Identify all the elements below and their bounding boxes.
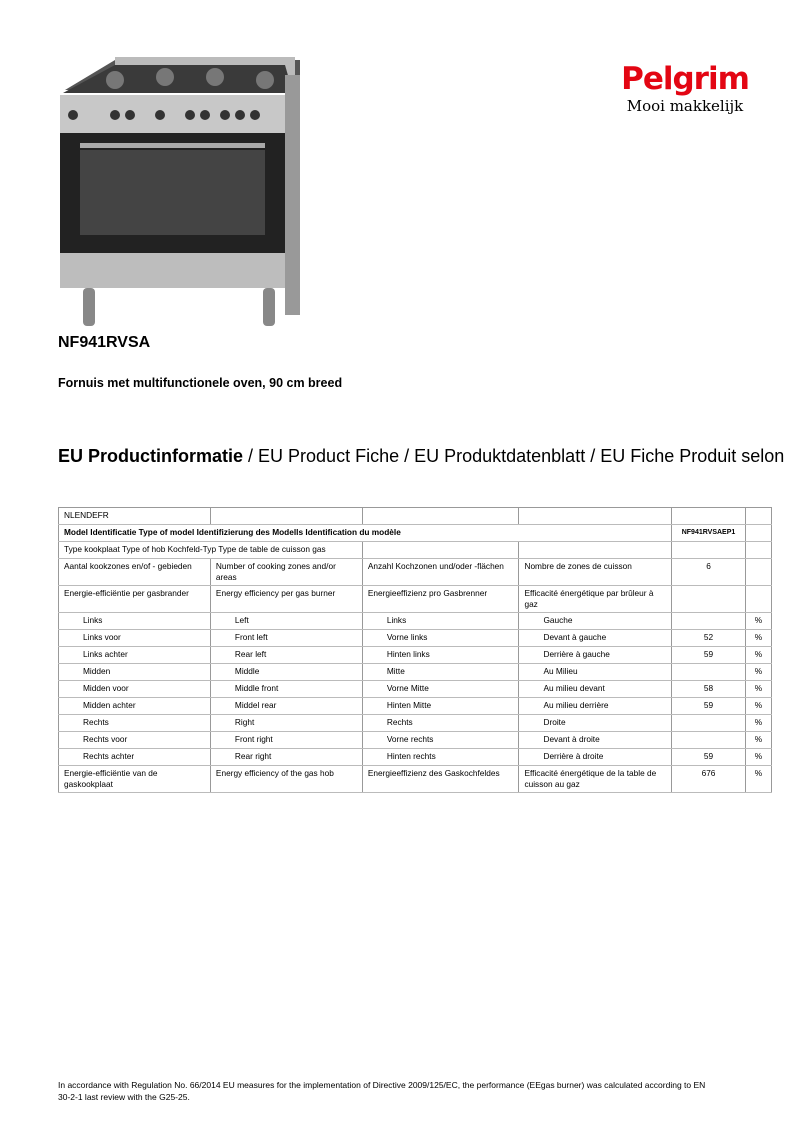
cell-nl: Midden [59,664,211,681]
table-row [59,698,772,715]
model-id-label: Model Identificatie Type of model Identifizierung des Modells Identification du modèle [59,525,672,542]
title-bold: EU Productinformatie [58,446,244,466]
table-row [59,766,772,793]
cell-en: Front right [210,732,362,749]
cell-de: Vorne links [362,630,519,647]
lang-header: NLENDEFR [59,508,211,525]
table-row [59,715,772,732]
table-row [59,732,772,749]
cell-nl: Links achter [59,647,211,664]
cell-value [672,664,746,681]
page-title [58,446,784,467]
cell-value: 52 [672,630,746,647]
cell-fr: Efficacité énergétique de la table de cuisson au gaz [519,766,672,793]
cell-de: Rechts [362,715,519,732]
cell-nl: Links voor [59,630,211,647]
cell-fr: Derrière à droite [519,749,672,766]
product-fiche-table [58,507,772,793]
cell-fr: Devant à droite [519,732,672,749]
cell-en: Rear right [210,749,362,766]
table-row [59,508,772,525]
cell-nl: Midden achter [59,698,211,715]
table-row [59,681,772,698]
model-number: NF941RVSA [58,334,151,351]
footer-note: In accordance with Regulation No. 66/2014 EU measures for the implementation of Directive 2009/125/EC, the performance (EEgas burner) was calculated according to EN 30-2-1 last review with the G25-25. [58,1080,706,1102]
hob-type-label: Type kookplaat Type of hob Kochfeld-Typ Type de table de cuisson gas [59,542,363,559]
cell-nl: Links [59,613,211,630]
cell-unit: % [745,664,771,681]
cell-en: Front left [210,630,362,647]
cell-de: Hinten links [362,647,519,664]
cell-de: Energieeffizienz pro Gasbrenner [362,586,519,613]
cell-nl: Midden voor [59,681,211,698]
cell-nl: Rechts voor [59,732,211,749]
cell-fr: Efficacité énergétique par brûleur à gaz [519,586,672,613]
brand-logo [600,62,770,116]
cell-value: 59 [672,698,746,715]
cell-de: Anzahl Kochzonen und/oder -flächen [362,559,519,586]
cell-de: Vorne rechts [362,732,519,749]
title-rest: / EU Product Fiche / EU Produktdatenblatt / EU Fiche Produit selon [243,446,785,466]
table-row [59,542,772,559]
table-row [59,664,772,681]
cell-de: Links [362,613,519,630]
cell-nl: Rechts achter [59,749,211,766]
cell-fr: Gauche [519,613,672,630]
table-row [59,613,772,630]
cell-en: Middle [210,664,362,681]
cell-fr: Devant à gauche [519,630,672,647]
cell-de: Vorne Mitte [362,681,519,698]
cell-unit: % [745,681,771,698]
logo-tagline: Mooi makkelijk [626,97,744,115]
cell-en: Energy efficiency of the gas hob [210,766,362,793]
cell-de: Hinten rechts [362,749,519,766]
cell-unit: % [745,732,771,749]
cell-unit: % [745,698,771,715]
product-image [55,55,300,330]
cell-value: 6 [672,559,746,586]
cell-unit: % [745,630,771,647]
table-row [59,749,772,766]
cell-nl: Aantal kookzones en/of - gebieden [59,559,211,586]
cell-unit: % [745,715,771,732]
cell-unit: % [745,766,771,793]
cell-value: 676 [672,766,746,793]
cell-unit: % [745,647,771,664]
cell-fr: Droite [519,715,672,732]
cell-en: Rear left [210,647,362,664]
cell-nl: Rechts [59,715,211,732]
cell-fr: Au milieu derrière [519,698,672,715]
cell-unit: % [745,613,771,630]
model-id-value: NF941RVSAEP1 [672,525,746,542]
cell-en: Left [210,613,362,630]
cell-en: Number of cooking zones and/or areas [210,559,362,586]
cell-en: Energy efficiency per gas burner [210,586,362,613]
cell-value [672,732,746,749]
cell-en: Middel rear [210,698,362,715]
cell-en: Right [210,715,362,732]
cell-fr: Au milieu devant [519,681,672,698]
cell-de: Hinten Mitte [362,698,519,715]
cell-unit: % [745,749,771,766]
table-row [59,647,772,664]
cell-value: 58 [672,681,746,698]
cell-value: 59 [672,749,746,766]
cell-fr: Nombre de zones de cuisson [519,559,672,586]
cell-de: Mitte [362,664,519,681]
product-description: Fornuis met multifunctionele oven, 90 cm breed [58,376,343,390]
table-row [59,586,772,613]
cell-nl: Energie-efficiëntie per gasbrander [59,586,211,613]
cell-nl: Energie-efficiëntie van de gaskookplaat [59,766,211,793]
cell-value [672,715,746,732]
logo-wordmark: Pelgrim [621,61,749,97]
cell-fr: Derrière à gauche [519,647,672,664]
table-row [59,559,772,586]
cell-de: Energieeffizienz des Gaskochfeldes [362,766,519,793]
table-row [59,525,772,542]
cell-en: Middle front [210,681,362,698]
cell-value [672,613,746,630]
cell-fr: Au Milieu [519,664,672,681]
table-row [59,630,772,647]
cell-value: 59 [672,647,746,664]
